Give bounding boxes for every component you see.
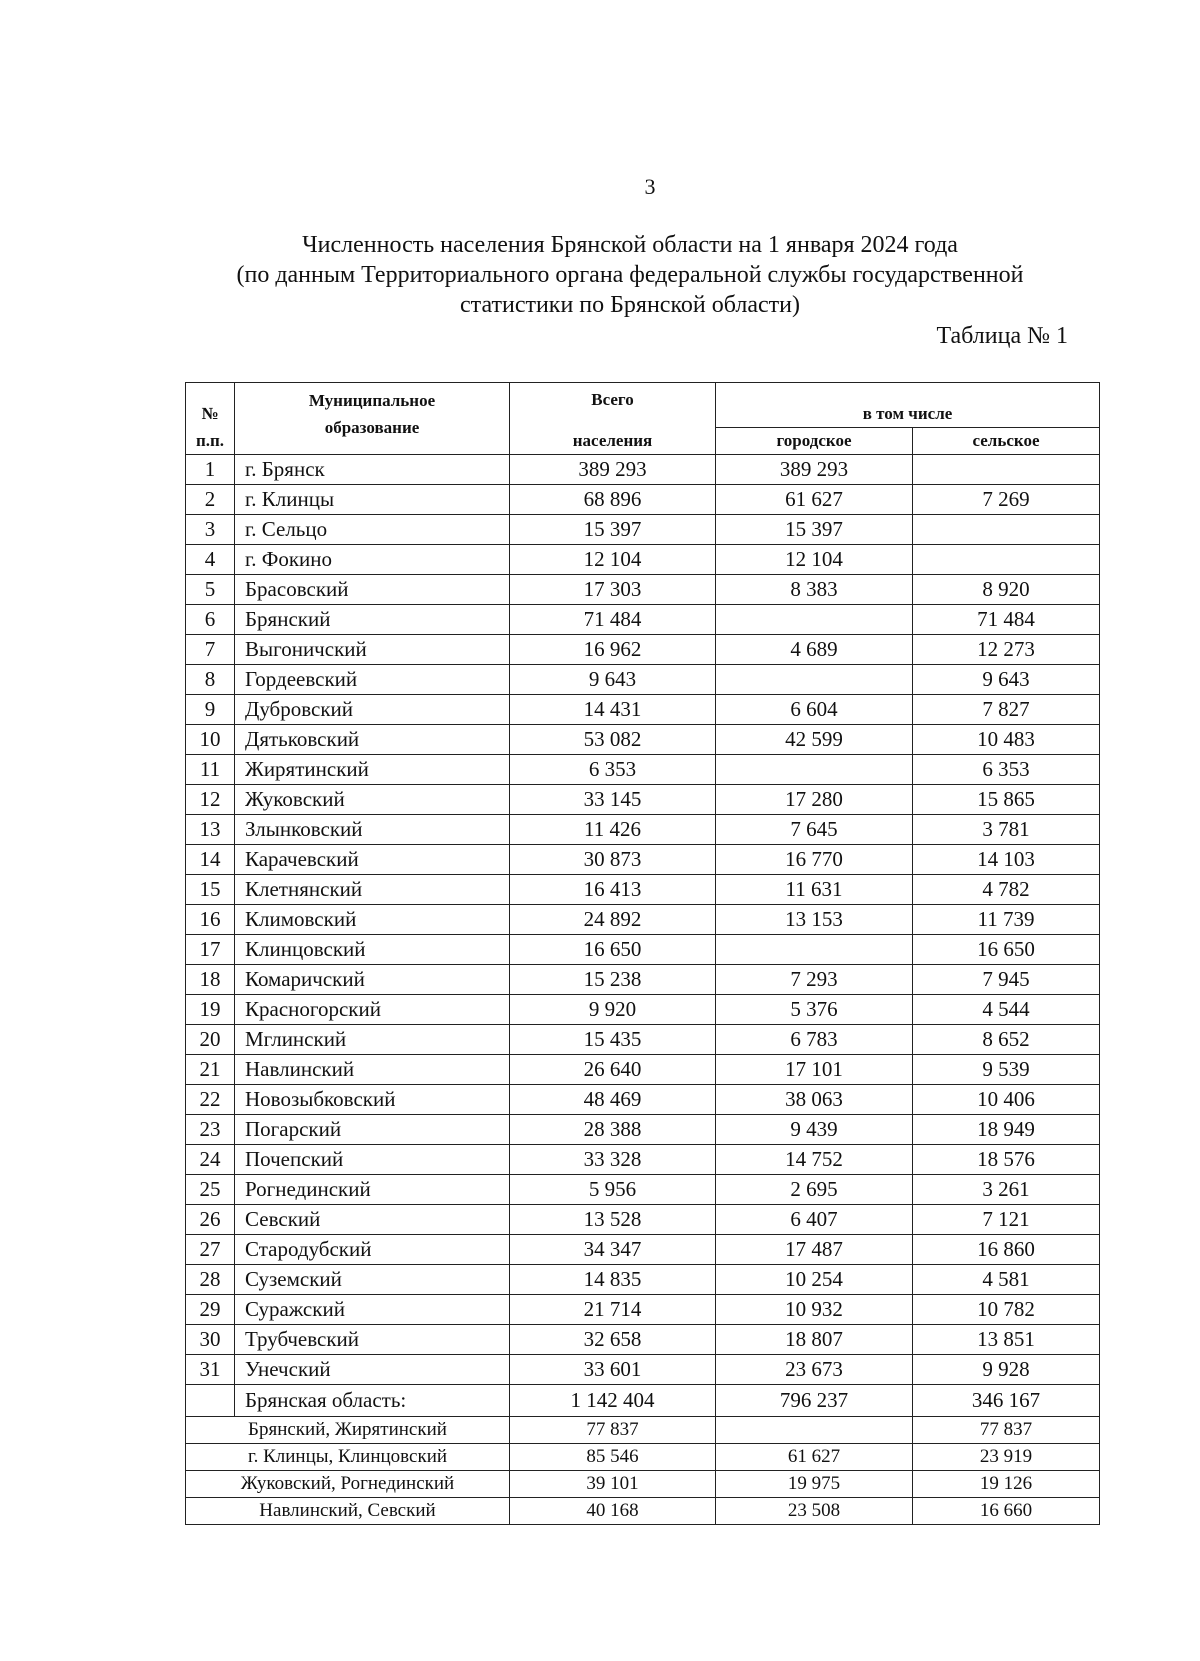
row-urban: 9 439: [716, 1115, 913, 1145]
row-urban: 7 645: [716, 815, 913, 845]
row-number: 27: [186, 1235, 235, 1265]
row-municipality: Трубчевский: [235, 1325, 510, 1355]
row-total: 32 658: [510, 1325, 716, 1355]
table-body: [186, 455, 1100, 1385]
row-municipality: Унечский: [235, 1355, 510, 1385]
combined-rows: [186, 1417, 1100, 1525]
row-total: 9 643: [510, 665, 716, 695]
combined-row: [186, 1444, 1100, 1471]
summary-rural: 346 167: [913, 1385, 1100, 1417]
row-rural: 4 581: [913, 1265, 1100, 1295]
combined-row: [186, 1417, 1100, 1444]
row-total: 15 238: [510, 965, 716, 995]
row-number: 19: [186, 995, 235, 1025]
row-total: 21 714: [510, 1295, 716, 1325]
row-number: 21: [186, 1055, 235, 1085]
row-municipality: Гордеевский: [235, 665, 510, 695]
header-including: в том числе: [716, 383, 1100, 428]
row-rural: 4 544: [913, 995, 1100, 1025]
row-municipality: Жирятинский: [235, 755, 510, 785]
row-urban: 10 254: [716, 1265, 913, 1295]
table-row: [186, 455, 1100, 485]
table-row: [186, 1325, 1100, 1355]
row-urban: 2 695: [716, 1175, 913, 1205]
row-number: 4: [186, 545, 235, 575]
combined-urban: [716, 1417, 913, 1444]
row-municipality: г. Сельцо: [235, 515, 510, 545]
row-rural: 9 928: [913, 1355, 1100, 1385]
title-line-1: Численность населения Брянской области на 1 января 2024 года: [302, 232, 958, 258]
combined-row: [186, 1498, 1100, 1525]
row-rural: 18 576: [913, 1145, 1100, 1175]
table-row: [186, 755, 1100, 785]
table-row: [186, 515, 1100, 545]
row-number: 10: [186, 725, 235, 755]
row-urban: 6 407: [716, 1205, 913, 1235]
row-rural: 3 261: [913, 1175, 1100, 1205]
table-row: [186, 815, 1100, 845]
combined-urban: 23 508: [716, 1498, 913, 1525]
row-rural: 10 483: [913, 725, 1100, 755]
row-number: 31: [186, 1355, 235, 1385]
row-urban: [716, 605, 913, 635]
row-urban: 4 689: [716, 635, 913, 665]
row-number: 25: [186, 1175, 235, 1205]
row-number: 15: [186, 875, 235, 905]
combined-name: Брянский, Жирятинский: [186, 1417, 510, 1444]
row-total: 9 920: [510, 995, 716, 1025]
row-number: 18: [186, 965, 235, 995]
row-total: 14 835: [510, 1265, 716, 1295]
summary-urban: 796 237: [716, 1385, 913, 1417]
header-number: [186, 383, 235, 455]
combined-rural: 23 919: [913, 1444, 1100, 1471]
row-urban: [716, 665, 913, 695]
row-urban: 17 487: [716, 1235, 913, 1265]
row-number: 9: [186, 695, 235, 725]
combined-total: 40 168: [510, 1498, 716, 1525]
row-number: 12: [186, 785, 235, 815]
header-municipality-line1: Муниципальное: [308, 391, 436, 410]
row-rural: 13 851: [913, 1325, 1100, 1355]
row-total: 17 303: [510, 575, 716, 605]
row-municipality: Красногорский: [235, 995, 510, 1025]
summary-row: [186, 1385, 1100, 1417]
row-rural: 10 406: [913, 1085, 1100, 1115]
row-number: 22: [186, 1085, 235, 1115]
table-row: [186, 1205, 1100, 1235]
row-rural: 16 860: [913, 1235, 1100, 1265]
table-row: [186, 575, 1100, 605]
row-total: 5 956: [510, 1175, 716, 1205]
row-urban: 6 783: [716, 1025, 913, 1055]
row-urban: 389 293: [716, 455, 913, 485]
row-urban: 61 627: [716, 485, 913, 515]
row-municipality: Суражский: [235, 1295, 510, 1325]
row-number: 6: [186, 605, 235, 635]
row-number: 20: [186, 1025, 235, 1055]
row-number: 16: [186, 905, 235, 935]
combined-total: 77 837: [510, 1417, 716, 1444]
row-urban: 14 752: [716, 1145, 913, 1175]
row-total: 16 413: [510, 875, 716, 905]
row-rural: 12 273: [913, 635, 1100, 665]
table-row: [186, 875, 1100, 905]
table-label: Таблица № 1: [936, 323, 1068, 349]
row-rural: 16 650: [913, 935, 1100, 965]
table-row: [186, 1025, 1100, 1055]
table-row: [186, 1085, 1100, 1115]
row-municipality: Почепский: [235, 1145, 510, 1175]
row-rural: 9 539: [913, 1055, 1100, 1085]
row-number: 2: [186, 485, 235, 515]
row-total: 13 528: [510, 1205, 716, 1235]
row-total: 71 484: [510, 605, 716, 635]
row-municipality: Клинцовский: [235, 935, 510, 965]
row-municipality: Погарский: [235, 1115, 510, 1145]
row-urban: 8 383: [716, 575, 913, 605]
row-total: 33 328: [510, 1145, 716, 1175]
row-rural: 8 652: [913, 1025, 1100, 1055]
row-total: 28 388: [510, 1115, 716, 1145]
row-municipality: Карачевский: [235, 845, 510, 875]
row-total: 389 293: [510, 455, 716, 485]
row-municipality: Брянский: [235, 605, 510, 635]
row-total: 11 426: [510, 815, 716, 845]
combined-name: Навлинский, Севский: [186, 1498, 510, 1525]
row-total: 30 873: [510, 845, 716, 875]
table-row: [186, 845, 1100, 875]
header-rural: сельское: [913, 428, 1100, 455]
row-urban: 13 153: [716, 905, 913, 935]
row-total: 12 104: [510, 545, 716, 575]
row-number: 14: [186, 845, 235, 875]
table-row: [186, 635, 1100, 665]
row-municipality: Дубровский: [235, 695, 510, 725]
page-number: 3: [644, 174, 656, 199]
row-urban: 16 770: [716, 845, 913, 875]
row-total: 16 962: [510, 635, 716, 665]
row-number: 26: [186, 1205, 235, 1235]
combined-name: Жуковский, Рогнединский: [186, 1471, 510, 1498]
row-number: 13: [186, 815, 235, 845]
combined-urban: 19 975: [716, 1471, 913, 1498]
row-municipality: г. Брянск: [235, 455, 510, 485]
row-urban: 15 397: [716, 515, 913, 545]
header-municipality: [235, 383, 510, 455]
row-municipality: г. Клинцы: [235, 485, 510, 515]
row-total: 24 892: [510, 905, 716, 935]
row-municipality: Рогнединский: [235, 1175, 510, 1205]
row-rural: 18 949: [913, 1115, 1100, 1145]
row-municipality: Навлинский: [235, 1055, 510, 1085]
combined-urban: 61 627: [716, 1444, 913, 1471]
table-row: [186, 785, 1100, 815]
row-total: 15 397: [510, 515, 716, 545]
row-municipality: Мглинский: [235, 1025, 510, 1055]
row-municipality: Дятьковский: [235, 725, 510, 755]
row-municipality: Климовский: [235, 905, 510, 935]
row-total: 33 145: [510, 785, 716, 815]
row-rural: 7 827: [913, 695, 1100, 725]
row-urban: 23 673: [716, 1355, 913, 1385]
header-number-top: №: [201, 404, 219, 423]
table-row: [186, 1295, 1100, 1325]
row-total: 48 469: [510, 1085, 716, 1115]
row-rural: 8 920: [913, 575, 1100, 605]
row-number: 8: [186, 665, 235, 695]
row-rural: 7 121: [913, 1205, 1100, 1235]
population-table: [185, 382, 1100, 1525]
combined-total: 39 101: [510, 1471, 716, 1498]
table-row: [186, 725, 1100, 755]
document-title: [180, 230, 1080, 320]
title-line-3: статистики по Брянской области): [460, 292, 800, 318]
row-urban: 42 599: [716, 725, 913, 755]
row-municipality: г. Фокино: [235, 545, 510, 575]
row-rural: 7 945: [913, 965, 1100, 995]
row-urban: [716, 935, 913, 965]
row-rural: 10 782: [913, 1295, 1100, 1325]
row-municipality: Брасовский: [235, 575, 510, 605]
combined-rural: 77 837: [913, 1417, 1100, 1444]
table-row: [186, 1235, 1100, 1265]
summary-name: Брянская область:: [235, 1385, 510, 1417]
table-row: [186, 965, 1100, 995]
row-urban: 10 932: [716, 1295, 913, 1325]
table-row: [186, 995, 1100, 1025]
table-row: [186, 1175, 1100, 1205]
row-total: 34 347: [510, 1235, 716, 1265]
header-total-line1: Всего: [591, 390, 634, 409]
row-urban: [716, 755, 913, 785]
combined-rural: 19 126: [913, 1471, 1100, 1498]
title-line-2: (по данным Территориального органа федеральной службы государственной: [236, 262, 1024, 288]
row-urban: 12 104: [716, 545, 913, 575]
row-number: 29: [186, 1295, 235, 1325]
summary-total: 1 142 404: [510, 1385, 716, 1417]
row-number: 11: [186, 755, 235, 785]
row-urban: 38 063: [716, 1085, 913, 1115]
row-municipality: Новозыбковский: [235, 1085, 510, 1115]
row-rural: 15 865: [913, 785, 1100, 815]
row-urban: 5 376: [716, 995, 913, 1025]
header-total-line2: населения: [572, 431, 653, 450]
row-total: 53 082: [510, 725, 716, 755]
row-urban: 6 604: [716, 695, 913, 725]
row-rural: [913, 455, 1100, 485]
row-number: 23: [186, 1115, 235, 1145]
row-total: 14 431: [510, 695, 716, 725]
row-total: 6 353: [510, 755, 716, 785]
row-number: 17: [186, 935, 235, 965]
table-row: [186, 935, 1100, 965]
row-number: 1: [186, 455, 235, 485]
row-municipality: Выгоничский: [235, 635, 510, 665]
row-rural: 4 782: [913, 875, 1100, 905]
row-municipality: Севский: [235, 1205, 510, 1235]
row-rural: [913, 545, 1100, 575]
table-row: [186, 605, 1100, 635]
table-row: [186, 545, 1100, 575]
table-row: [186, 695, 1100, 725]
table-row: [186, 1055, 1100, 1085]
row-municipality: Жуковский: [235, 785, 510, 815]
row-urban: 17 280: [716, 785, 913, 815]
header-urban: городское: [716, 428, 913, 455]
row-rural: 9 643: [913, 665, 1100, 695]
row-municipality: Злынковский: [235, 815, 510, 845]
summary-num: [186, 1385, 235, 1417]
row-total: 68 896: [510, 485, 716, 515]
row-rural: 6 353: [913, 755, 1100, 785]
table-row: [186, 905, 1100, 935]
row-total: 16 650: [510, 935, 716, 965]
row-municipality: Стародубский: [235, 1235, 510, 1265]
row-rural: 14 103: [913, 845, 1100, 875]
row-rural: 3 781: [913, 815, 1100, 845]
row-urban: 18 807: [716, 1325, 913, 1355]
table-row: [186, 1265, 1100, 1295]
row-municipality: Клетнянский: [235, 875, 510, 905]
row-rural: 11 739: [913, 905, 1100, 935]
header-number-bottom: п.п.: [195, 431, 225, 450]
table-row: [186, 1115, 1100, 1145]
row-municipality: Суземский: [235, 1265, 510, 1295]
table-row: [186, 1145, 1100, 1175]
table-footer: [186, 1385, 1100, 1417]
row-urban: 7 293: [716, 965, 913, 995]
combined-total: 85 546: [510, 1444, 716, 1471]
row-rural: [913, 515, 1100, 545]
row-rural: 7 269: [913, 485, 1100, 515]
row-municipality: Комаричский: [235, 965, 510, 995]
row-number: 7: [186, 635, 235, 665]
row-number: 3: [186, 515, 235, 545]
table-row: [186, 1355, 1100, 1385]
header-municipality-line2: образование: [324, 418, 420, 437]
combined-name: г. Клинцы, Клинцовский: [186, 1444, 510, 1471]
row-number: 24: [186, 1145, 235, 1175]
combined-row: [186, 1471, 1100, 1498]
row-total: 33 601: [510, 1355, 716, 1385]
row-rural: 71 484: [913, 605, 1100, 635]
header-total: [510, 383, 716, 455]
table-row: [186, 665, 1100, 695]
row-number: 30: [186, 1325, 235, 1355]
row-number: 5: [186, 575, 235, 605]
row-total: 26 640: [510, 1055, 716, 1085]
row-urban: 11 631: [716, 875, 913, 905]
table-row: [186, 485, 1100, 515]
row-urban: 17 101: [716, 1055, 913, 1085]
combined-rural: 16 660: [913, 1498, 1100, 1525]
row-number: 28: [186, 1265, 235, 1295]
row-total: 15 435: [510, 1025, 716, 1055]
